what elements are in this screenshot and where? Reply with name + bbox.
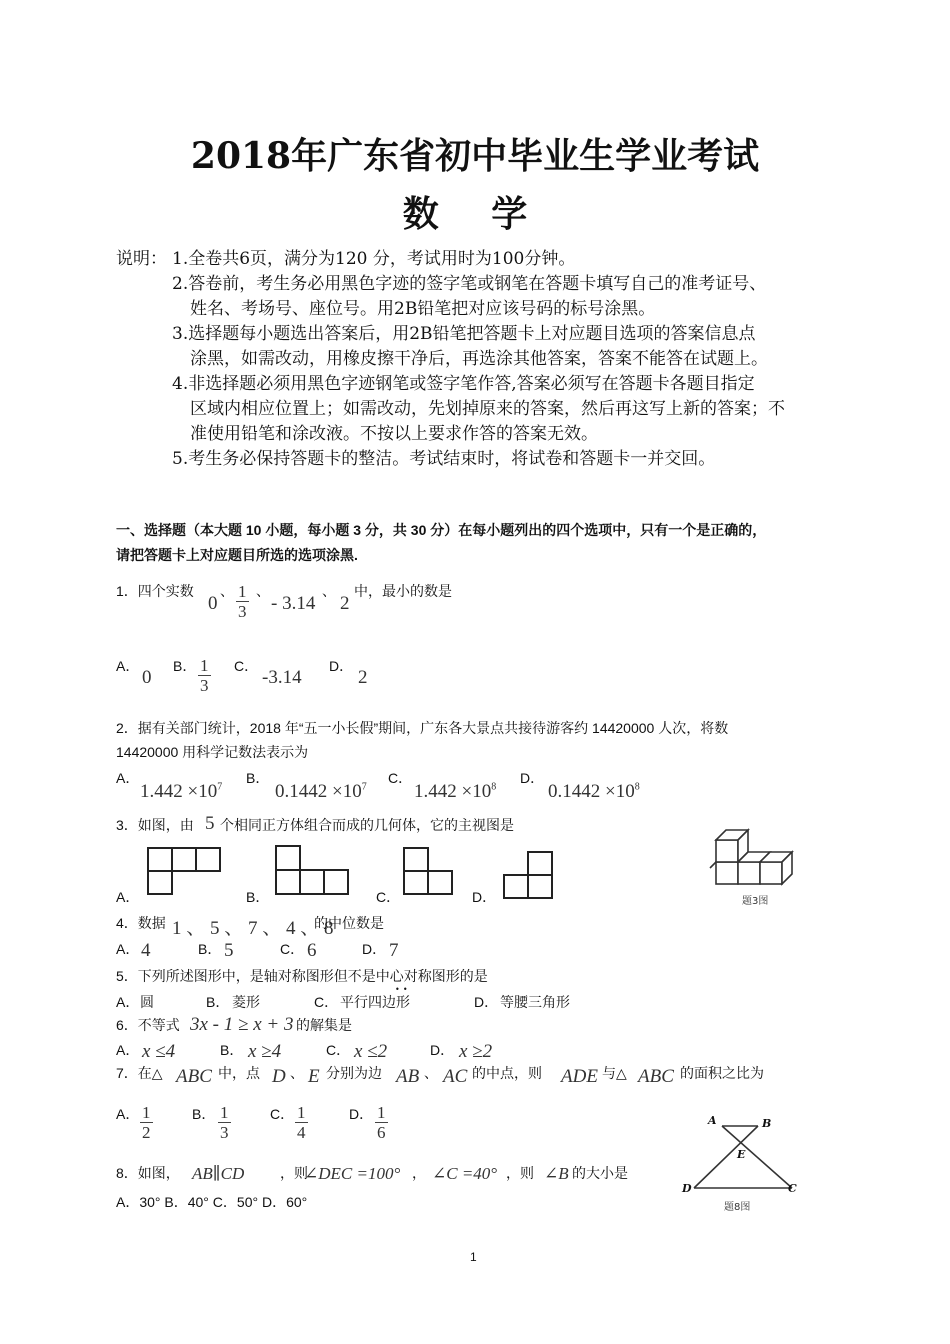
q1-frac-num: 1 — [238, 582, 247, 601]
q1-option-value: 2 — [358, 667, 368, 688]
q1-option-value: 0 — [142, 667, 152, 688]
q7-option-fraction — [375, 1103, 388, 1142]
q1-option-label: B． — [173, 658, 197, 674]
q8-math: ∠B — [544, 1164, 569, 1183]
q7-frac-num: 1 — [377, 1103, 386, 1122]
q8-stem: ，则 — [280, 1165, 308, 1181]
q2-option-value — [140, 781, 222, 803]
q8-math: ∠C =40° — [432, 1164, 498, 1183]
q7-stem: 的中点，则 — [472, 1065, 542, 1081]
instruction-line: 3.选择题每小题选出答案后，用2B铅笔把答题卡上对应题目选项的答案信息点 — [172, 324, 756, 344]
q1-option-fraction — [198, 656, 211, 695]
q3-option-c-figure — [402, 846, 454, 896]
q5-option-label: A． — [116, 994, 140, 1010]
q3-option-b-figure — [274, 844, 352, 896]
q3-stem: 3．如图，由 — [116, 817, 194, 833]
exam-title: 2018年广东省初中毕业生学业考试 — [190, 135, 760, 177]
q6-option-label: D． — [430, 1042, 455, 1058]
q7-math: AC — [443, 1066, 468, 1087]
q1-opt-frac-den: 3 — [200, 676, 209, 695]
q2-opt-exp: 7 — [361, 781, 367, 793]
q7-option-fraction — [218, 1103, 231, 1142]
q1-stem-post: 中，最小的数是 — [354, 583, 452, 599]
q7-stem: 7．在△ — [116, 1065, 163, 1081]
q2-option-label: B． — [246, 770, 270, 786]
q7-math: ABC — [176, 1066, 212, 1087]
q8-math: AB∥CD — [192, 1164, 245, 1183]
q7-math: ADE — [561, 1066, 598, 1087]
q2-opt-base: 1.442 ×10 — [414, 781, 492, 802]
q1-number: 0 — [208, 593, 218, 614]
q8-label-b: B — [762, 1117, 772, 1130]
instruction-line: 5.考生务必保持答题卡的整洁。考试结束时，将试卷和答题卡一并交回。 — [172, 449, 716, 469]
q7-stem: 中，点 — [218, 1065, 260, 1081]
section-heading: 请把答题卡上对应题目所选的选项涂黑. — [116, 547, 358, 563]
q5-option-value: 平行四边形 — [340, 994, 410, 1010]
q5-option-label: D． — [474, 994, 499, 1010]
q8-label-d: D — [682, 1182, 692, 1195]
instruction-line: 区域内相应位置上；如需改动，先划掉原来的答案，然后再这写上新的答案；不 — [190, 399, 785, 419]
q6-stem: 6．不等式 — [116, 1017, 180, 1033]
q1-frac-den: 3 — [238, 602, 247, 621]
q1-stem: 1．四个实数 — [116, 583, 194, 599]
q7-frac-den: 3 — [220, 1123, 229, 1142]
q7-math: D — [272, 1066, 286, 1087]
q8-label-e: E — [737, 1148, 746, 1161]
q8-figure — [676, 1112, 806, 1212]
q1-option-label: C． — [234, 658, 259, 674]
q3-option-d-figure — [502, 850, 554, 900]
q2-opt-exp: 7 — [217, 781, 223, 793]
q7-option-fraction — [140, 1103, 153, 1142]
section-heading: 一、选择题（本大题 10 小题，每小题 3 分，共 30 分）在每小题列出的四个选项中，只有一个是正确的， — [116, 522, 767, 538]
instruction-line: 准使用铅笔和涂改液。不按以上要求作答的答案无效。 — [190, 424, 598, 444]
q1-fraction — [236, 582, 249, 621]
q6-option-label: A． — [116, 1042, 140, 1058]
q4-stem: 4．数据 — [116, 915, 166, 931]
q2-option-label: D． — [520, 770, 545, 786]
q7-stem: 分别为边 — [326, 1065, 382, 1081]
q4-option-value: 4 — [141, 940, 151, 961]
q2-opt-exp: 8 — [491, 781, 497, 793]
q1-option-label: D． — [329, 658, 354, 674]
q6-option-value: x ≥2 — [459, 1041, 493, 1062]
q2-option-label: C． — [388, 770, 413, 786]
q6-option-label: C． — [326, 1042, 351, 1058]
q3-stem-post: 个相同正方体组合而成的几何体，它的主视图是 — [220, 817, 514, 833]
q2-opt-base: 0.1442 ×10 — [548, 781, 635, 802]
q2-option-value — [414, 781, 496, 803]
q1-option-label: A． — [116, 658, 140, 674]
q3-option-label: C． — [376, 889, 401, 905]
q7-option-label: A． — [116, 1106, 140, 1122]
q8-stem: 8．如图， — [116, 1165, 180, 1181]
q7-option-label: D． — [349, 1106, 374, 1122]
q5-option-label: B． — [206, 994, 230, 1010]
q2-stem: 2．据有关部门统计，2018 年“五一小长假”期间，广东各大景点共接待游客约 14420000 人次，将数 — [116, 720, 729, 736]
q6-option-label: B． — [220, 1042, 244, 1058]
q4-option-label: D． — [362, 941, 387, 957]
q3-option-a-figure — [146, 846, 222, 896]
q4-option-label: A． — [116, 941, 140, 957]
q2-opt-exp: 8 — [634, 781, 640, 793]
q7-frac-den: 6 — [377, 1123, 386, 1142]
q4-option-value: 7 — [389, 940, 399, 961]
q8-stem: ， — [412, 1165, 426, 1181]
q7-option-fraction — [295, 1103, 308, 1142]
subject-title: 数 学 — [402, 193, 548, 235]
q2-option-value — [548, 781, 640, 803]
instructions-label: 说明： — [116, 249, 167, 269]
q8-math: ∠DEC =100° — [304, 1164, 401, 1183]
q7-option-label: B． — [192, 1106, 216, 1122]
q8-figure-caption: 题8图 — [724, 1202, 751, 1213]
q4-stem-post: 的中位数是 — [314, 915, 384, 931]
q7-stem: 、 — [290, 1065, 304, 1081]
q3-number: 5 — [205, 813, 215, 834]
instruction-line: 2.答卷前，考生务必用黑色字迹的签字笔或钢笔在答题卡填写自己的准考证号、 — [172, 274, 767, 294]
q3-option-label: B． — [246, 889, 270, 905]
q5-option-value: 圆 — [140, 994, 154, 1010]
q6-stem-post: 的解集是 — [296, 1017, 352, 1033]
q4-option-label: C． — [280, 941, 305, 957]
q8-label-c: C — [788, 1182, 797, 1195]
q8-stem: 的大小是 — [572, 1165, 628, 1181]
q5-option-label: C． — [314, 994, 339, 1010]
q4-option-label: B． — [198, 941, 222, 957]
q1-sep: 、 — [322, 583, 336, 599]
q7-stem: 与△ — [602, 1065, 627, 1081]
q2-opt-base: 0.1442 ×10 — [275, 781, 362, 802]
q1-opt-frac-num: 1 — [200, 656, 209, 675]
q7-frac-den: 2 — [142, 1123, 151, 1142]
q7-frac-num: 1 — [220, 1103, 229, 1122]
q4-option-value: 6 — [307, 940, 317, 961]
q2-option-value — [275, 781, 367, 803]
q4-option-value: 5 — [224, 940, 234, 961]
q7-stem: 的面积之比为 — [680, 1065, 764, 1081]
q3-option-label: A． — [116, 889, 140, 905]
q8-label-a: A — [708, 1114, 717, 1127]
q6-option-value: x ≥4 — [248, 1041, 282, 1062]
instruction-line: 涂黑，如需改动，用橡皮擦干净后，再选涂其他答案，答案不能答在试题上。 — [190, 349, 768, 369]
q2-opt-base: 1.442 ×10 — [140, 781, 218, 802]
q6-option-value: x ≤2 — [354, 1041, 388, 1062]
q5-stem: 5．下列所述图形中，是轴对称图形但不是中心对称图形的是 — [116, 968, 488, 984]
q1-number: 2 — [340, 593, 350, 614]
q1-number: - 3.14 — [271, 593, 316, 614]
q6-option-value: x ≤4 — [142, 1041, 176, 1062]
q3-option-label: D． — [472, 889, 497, 905]
q7-math: AB — [396, 1066, 420, 1087]
page-number: 1 — [470, 1250, 477, 1264]
emphasis-dots: • • — [395, 985, 408, 994]
q7-math: E — [308, 1066, 320, 1087]
q7-stem: 、 — [424, 1065, 438, 1081]
q2-stem: 14420000 用科学记数法表示为 — [116, 744, 309, 760]
q2-option-label: A． — [116, 770, 140, 786]
q4-data: 1 、 5 、 7 、 4 、 8 — [172, 918, 334, 939]
q1-option-value: -3.14 — [262, 667, 302, 688]
q7-frac-den: 4 — [297, 1123, 306, 1142]
q1-sep: 、 — [220, 583, 234, 599]
q5-option-value: 等腰三角形 — [500, 994, 570, 1010]
q8-stem: ，则 — [506, 1165, 534, 1181]
q7-frac-num: 1 — [297, 1103, 306, 1122]
q7-frac-num: 1 — [142, 1103, 151, 1122]
instruction-line: 姓名、考场号、座位号。用2B铅笔把对应该号码的标号涂黑。 — [190, 299, 656, 319]
q3-figure-caption: 题3图 — [742, 896, 769, 907]
q1-sep: 、 — [256, 583, 270, 599]
q7-math: ABC — [638, 1066, 674, 1087]
q5-option-value: 菱形 — [232, 994, 260, 1010]
q8-options: A．30° B．40° C．50° D．60° — [116, 1194, 308, 1210]
instruction-line: 4.非选择题必须用黑色字迹钢笔或签字笔作答,答案必须写在答题卡各题目指定 — [172, 374, 755, 394]
q7-option-label: C． — [270, 1106, 295, 1122]
q6-inequality: 3x - 1 ≥ x + 3 — [190, 1014, 294, 1035]
instruction-line: 1.全卷共6页，满分为120 分，考试用时为100分钟。 — [172, 249, 576, 269]
